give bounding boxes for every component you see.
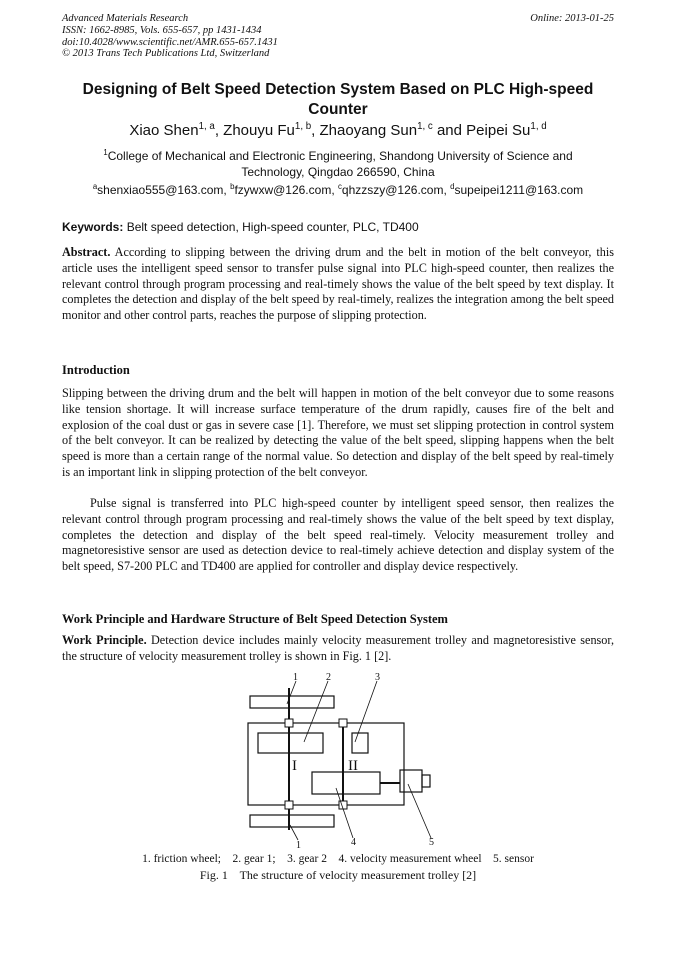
email-list: $^a$shenxiao555@163.com, $^b$fzywxw@126.com, $^c$qhzzszy@126.com, $^d$supeipei1211@163.com bbox=[92, 182, 584, 197]
bearing-bottom bbox=[285, 801, 293, 809]
author-list bbox=[62, 122, 614, 139]
author: Peipei Su$^{1, d}$ bbox=[466, 121, 547, 139]
fig-roman-2: II bbox=[348, 758, 358, 774]
journal-name: Advanced Materials Research bbox=[62, 13, 189, 24]
intro-paragraph-2: Pulse signal is transferred into PLC high-speed counter by intelligent speed sensor, then realizes the relevant control through program processing and real-timely shows the value of the belt speed by text display, completes the detection and display of the belt speed real-timely. Velocity measurement trolley and magnetoresistive sensor are used as detection device to real-timely achieve detection and display system of the belt speed, S7-200 PLC and TD400 are applied for controller and display device respectively. bbox=[62, 496, 614, 574]
bearing-top bbox=[285, 719, 293, 727]
abstract-label: Abstract. bbox=[62, 245, 111, 259]
email[interactable]: $^b$fzywxw@126.com bbox=[230, 182, 332, 197]
figure-caption: Fig. 1 The structure of velocity measurement trolley [2] bbox=[199, 868, 477, 882]
abstract-text: According to slipping between the driving drum and the belt in motion of the belt conveyor, this article uses the intelligent speed sensor to transfer pulse signal into PLC high-speed counter, then realizes the relevant control through program processing and real-timely shows the value of the belt speed by text display. It completes the detection and display of the belt speed by real-timely, realizes the integration among the belt speed monitor and other control parts, reaches the purpose of slipping protection. bbox=[62, 245, 614, 323]
affiliation: $^1$College of Mechanical and Electronic Engineering, Shandong University of Science and Technology, Qingdao 266590, China bbox=[103, 148, 573, 179]
fig-label-4: 4 bbox=[351, 837, 356, 848]
copyright: © 2013 Trans Tech Publications Ltd, Switzerland bbox=[62, 48, 270, 60]
sensor-head bbox=[422, 775, 430, 787]
fig-label-2: 2 bbox=[326, 672, 331, 683]
keywords-text: Belt speed detection, High-speed counter, PLC, TD400 bbox=[123, 220, 419, 234]
author: Zhaoyang Sun$^{1, c}$ and bbox=[319, 121, 467, 139]
gear-1 bbox=[258, 733, 323, 753]
email[interactable]: $^c$qhzzszy@126.com bbox=[337, 182, 444, 197]
paper-title: Designing of Belt Speed Detection System Based on PLC High-speed Counter bbox=[82, 81, 594, 118]
intro-paragraph-1: Slipping between the driving drum and the belt will happen in motion of the belt conveyor due to some reasons like tension shortage. It will increase surface temperature of the drum rapidly, causes fire of the belt and explosion of the coal dust or gas in severe case [1]. Therefore, we must set slipping protection in control system of the belt conveyor. It can be realized by detecting the value of the belt speed, slipping happens when the belt speed is more than a certain range of the normal value. So detection and display of the belt speed by real-timely is an important link in slipping protection of the belt conveyor. bbox=[62, 386, 614, 479]
fig-roman-1: I bbox=[292, 758, 297, 774]
journal-header bbox=[62, 13, 278, 60]
author: Xiao Shen$^{1, a}$, bbox=[129, 121, 224, 139]
section-heading-introduction: Introduction bbox=[62, 363, 130, 377]
housing-frame bbox=[248, 723, 404, 805]
figure-velocity-trolley bbox=[240, 670, 440, 850]
sensor-body bbox=[400, 770, 422, 792]
online-date: Online: 2013-01-25 bbox=[530, 13, 614, 24]
keywords bbox=[62, 220, 614, 234]
fig-label-1b: 1 bbox=[296, 840, 301, 850]
work-principle-text: Detection device includes mainly velocity measurement trolley and magnetoresistive sensor, the structure of velocity measurement trolley is shown in Fig. 1 [2]. bbox=[62, 633, 614, 663]
email[interactable]: $^d$supeipei1211@163.com bbox=[450, 182, 584, 197]
work-principle-label: Work Principle. bbox=[62, 633, 147, 647]
section-heading-work-principle: Work Principle and Hardware Structure of Belt Speed Detection System bbox=[62, 612, 448, 626]
abstract bbox=[62, 245, 614, 324]
figure-legend: 1. friction wheel; 2. gear 1; 3. gear 2 4. velocity measurement wheel 5. sensor bbox=[142, 853, 534, 865]
email[interactable]: $^a$shenxiao555@163.com bbox=[92, 182, 224, 197]
author: Zhouyu Fu$^{1, b}$, bbox=[223, 121, 320, 139]
velocity-measurement-wheel bbox=[312, 772, 380, 794]
fig-label-5: 5 bbox=[429, 837, 434, 848]
bearing-shaft2-top bbox=[339, 719, 347, 727]
keywords-label: Keywords: bbox=[62, 220, 124, 234]
issn: ISSN: 1662-8985, Vols. 655-657, pp 1431-1434 bbox=[62, 24, 262, 36]
doi: doi:10.4028/www.scientific.net/AMR.655-657.1431 bbox=[62, 36, 278, 48]
work-principle-paragraph bbox=[62, 633, 614, 665]
fig-label-3: 3 bbox=[375, 672, 380, 683]
bottom-friction-wheel bbox=[250, 815, 334, 827]
fig-label-1: 1 bbox=[293, 672, 298, 683]
gear-2 bbox=[352, 733, 368, 753]
